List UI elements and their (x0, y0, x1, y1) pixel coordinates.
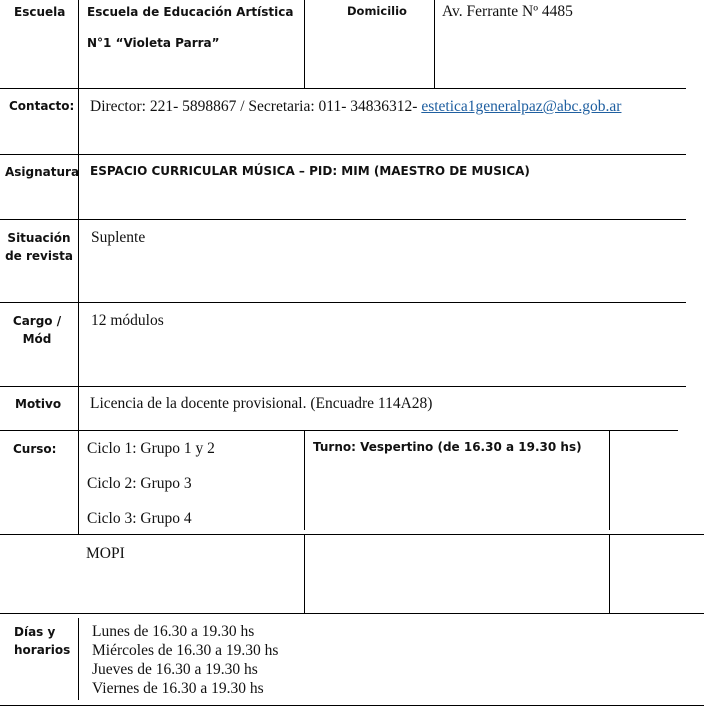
row-divider (0, 705, 704, 706)
dias-label-line2: horarios (14, 643, 71, 657)
horario-item: Lunes de 16.30 a 19.30 hs (92, 623, 255, 640)
situacion-label (0, 229, 78, 265)
curso-item: Ciclo 1: Grupo 1 y 2 (87, 440, 215, 457)
domicilio-label: Domicilio (347, 4, 407, 18)
contacto-label: Contacto: (9, 99, 75, 113)
curso-label: Curso: (13, 442, 57, 456)
row-divider (0, 386, 686, 387)
contacto-phones: Director: 221- 5898867 / Secretaria: 011- 34836312- (90, 98, 418, 115)
column-divider (609, 430, 610, 530)
domicilio-value: Av. Ferrante Nº 4485 (442, 3, 573, 20)
column-divider (304, 535, 305, 613)
horario-item: Viernes de 16.30 a 19.30 hs (92, 680, 264, 697)
escuela-label: Escuela (14, 5, 66, 19)
situacion-value: Suplente (91, 229, 146, 246)
row-divider (0, 534, 704, 535)
column-divider (304, 430, 305, 530)
row-divider (0, 613, 704, 614)
row-divider (0, 219, 686, 220)
contacto-value (90, 98, 621, 116)
curso-item: Ciclo 3: Grupo 4 (87, 510, 192, 527)
column-divider (609, 535, 610, 613)
column-divider (304, 0, 305, 89)
motivo-label: Motivo (15, 397, 62, 411)
cargo-label-line2: Mód (22, 332, 52, 346)
column-divider (78, 618, 79, 700)
asignatura-label: Asignatura (5, 165, 80, 179)
escuela-name-line1: Escuela de Educación Artística (87, 5, 294, 19)
column-divider (78, 0, 79, 535)
row-divider (0, 430, 678, 431)
escuela-name-line2: N°1 “Violeta Parra” (87, 36, 220, 50)
column-divider (434, 0, 435, 89)
situacion-label-line2: de revista (5, 249, 73, 263)
motivo-value: Licencia de la docente provisional. (Encuadre 114A28) (90, 395, 433, 412)
turno-value: Turno: Vespertino (de 16.30 a 19.30 hs) (313, 440, 582, 454)
horario-item: Jueves de 16.30 a 19.30 hs (92, 661, 258, 678)
mopi-value: MOPI (86, 545, 125, 562)
cargo-label-line1: Cargo / (12, 314, 62, 328)
row-divider (0, 302, 686, 303)
curso-item: Ciclo 2: Grupo 3 (87, 475, 192, 492)
horario-item: Miércoles de 16.30 a 19.30 hs (92, 642, 279, 659)
asignatura-value: ESPACIO CURRICULAR MÚSICA – PID: MIM (MAESTRO DE MUSICA) (90, 164, 530, 178)
dias-label (14, 623, 70, 659)
cargo-label (0, 312, 74, 348)
row-divider (0, 88, 686, 89)
situacion-label-line1: Situación (7, 231, 71, 245)
contacto-email-link[interactable]: estetica1generalpaz@abc.gob.ar (421, 98, 622, 115)
cargo-value: 12 módulos (91, 312, 164, 329)
row-divider (0, 154, 686, 155)
dias-label-line1: Días y (14, 625, 56, 639)
